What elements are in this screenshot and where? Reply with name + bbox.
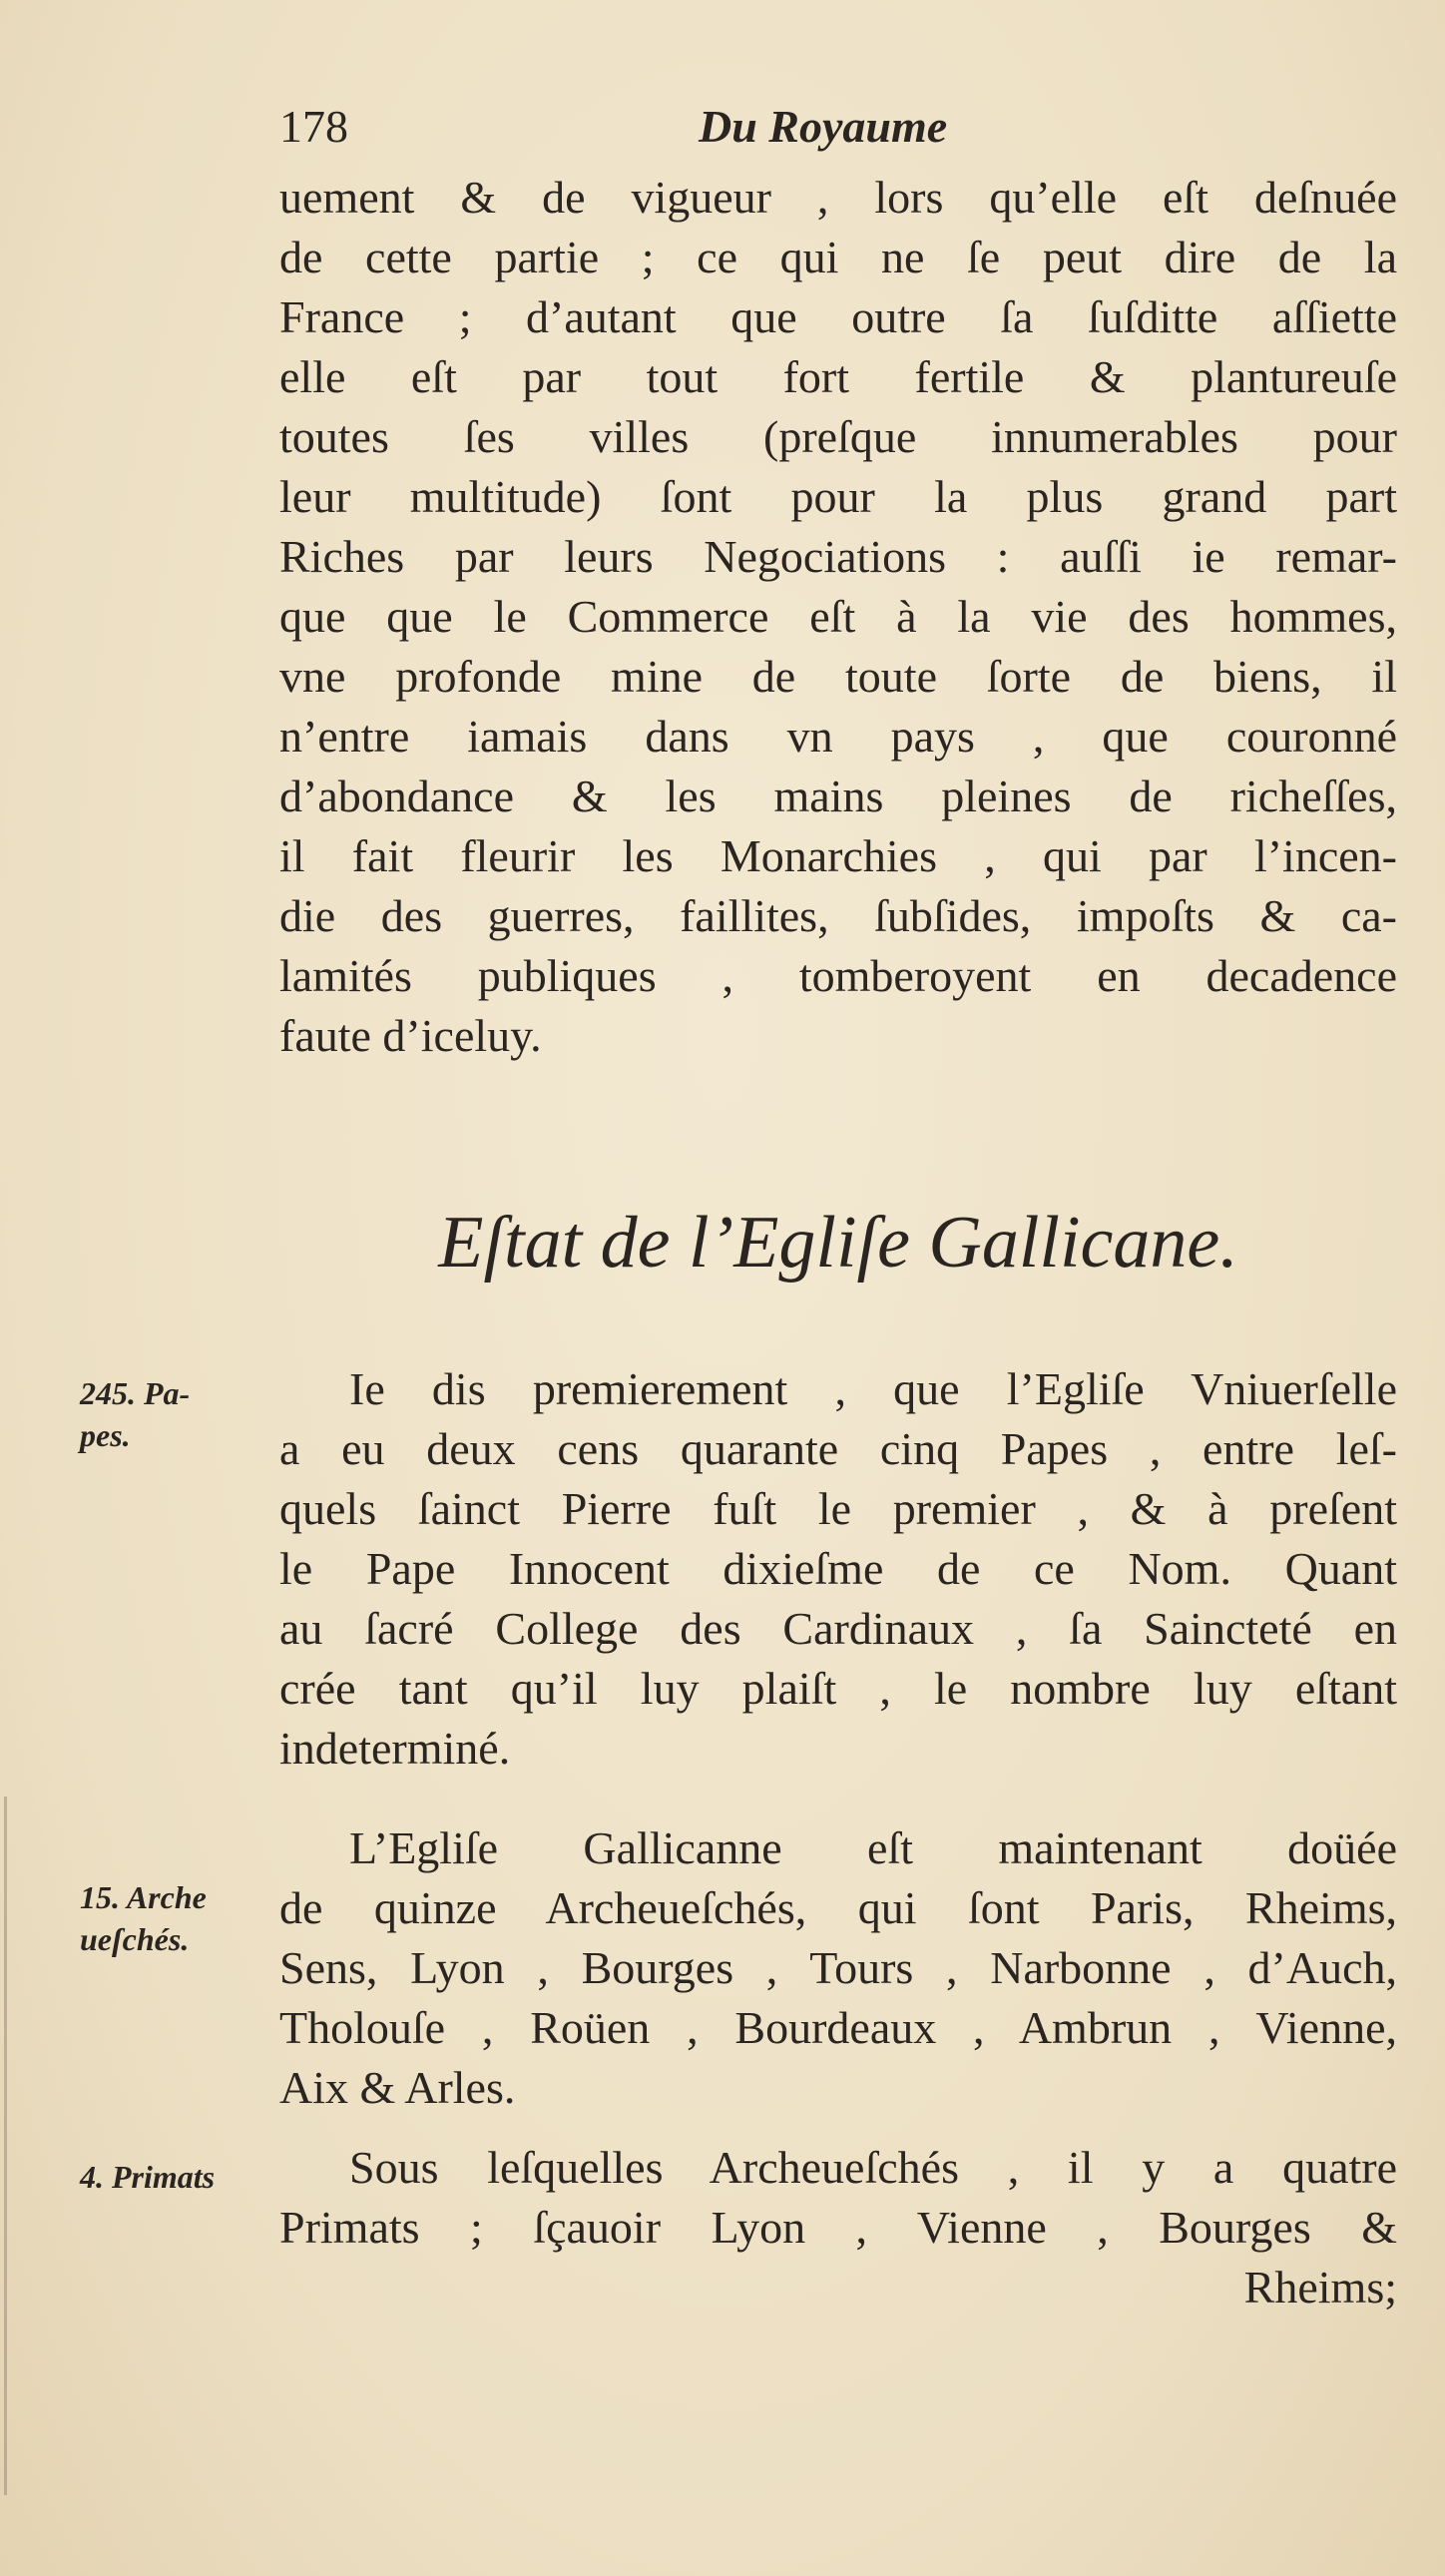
- marginal-note-archeveches: [80, 1876, 269, 1960]
- text-line: Ie dis premierement , que l’Egliſe Vniuerſelle: [349, 1363, 1397, 1414]
- running-head: [279, 100, 1285, 160]
- text-line: Sens, Lyon , Bourges , Tours , Narbonne , d’Auch,: [279, 1942, 1397, 1993]
- text-line: de cette partie ; ce qui ne ſe peut dire de la: [279, 232, 1397, 282]
- text-line: Tholouſe , Roüen , Bourdeaux , Ambrun , Vienne,: [279, 2002, 1397, 2053]
- running-head-title: Du Royaume: [699, 101, 948, 152]
- text-line: vne profonde mine de toute ſorte de biens, il: [279, 651, 1397, 702]
- text-line: il fait fleurir les Monarchies , qui par l’incen-: [279, 830, 1397, 881]
- text-line: leur multitude) ſont pour la plus grand part: [279, 471, 1397, 522]
- text-line: quels ſainct Pierre fuſt le premier , & à preſent: [279, 1483, 1397, 1534]
- marginal-note-papes: [80, 1372, 269, 1456]
- text-line: Aix & Arles.: [279, 2062, 516, 2113]
- text-line: de quinze Archeueſchés, qui ſont Paris, Rheims,: [279, 1882, 1397, 1933]
- text-line: L’Egliſe Gallicanne eſt maintenant doüée: [349, 1822, 1397, 1873]
- paragraph-primats: [279, 2138, 1397, 2318]
- text-line: France ; d’autant que outre ſa ſuſditte aſſiette: [279, 291, 1397, 342]
- text-line: Riches par leurs Negociations : auſſi ie remar-: [279, 531, 1397, 582]
- marginal-line: 15. Arche: [80, 1879, 207, 1915]
- text-line: Primats ; ſçauoir Lyon , Vienne , Bourges &: [279, 2202, 1397, 2253]
- marginal-line: 245. Pa-: [80, 1375, 191, 1411]
- page-number: 178: [279, 101, 348, 152]
- text-line: Sous leſquelles Archeueſchés , il y a quatre: [349, 2142, 1397, 2193]
- text-line: le Pape Innocent dixieſme de ce Nom. Quant: [279, 1543, 1397, 1594]
- marginal-note-primats: [80, 2156, 269, 2198]
- text-line: lamités publiques , tomberoyent en decadence: [279, 950, 1397, 1001]
- text-line: elle eſt par tout fort fertile & plantureuſe: [279, 351, 1397, 402]
- text-line: toutes ſes villes (preſque innumerables pour: [279, 411, 1397, 462]
- text-line: crée tant qu’il luy plaiſt , le nombre luy eſtant: [279, 1663, 1397, 1714]
- page-edge-shadow: [4, 1797, 7, 2495]
- text-line: indeterminé.: [279, 1723, 511, 1774]
- paragraph-commerce: [279, 168, 1397, 1066]
- marginal-line: 4. Primats: [80, 2159, 216, 2195]
- marginal-line: pes.: [80, 1417, 131, 1453]
- text-line: n’entre iamais dans vn pays , que couronné: [279, 711, 1397, 762]
- text-line: au ſacré College des Cardinaux , ſa Saincteté en: [279, 1603, 1397, 1654]
- text-line: uement & de vigueur , lors qu’elle eſt deſnuée: [279, 172, 1397, 223]
- text-line: die des guerres, faillites, ſubſides, impoſts & ca-: [279, 890, 1397, 941]
- text-line: que que le Commerce eſt à la vie des hommes,: [279, 591, 1397, 642]
- marginal-line: ueſchés.: [80, 1921, 190, 1957]
- paragraph-archeveches: [279, 1818, 1397, 2118]
- text-line: d’abondance & les mains pleines de richeſſes,: [279, 771, 1397, 821]
- text-line: faute d’iceluy.: [279, 1010, 542, 1061]
- text-line: a eu deux cens quarante cinq Papes , entre leſ-: [279, 1423, 1397, 1474]
- catchword: Rheims;: [1243, 2262, 1397, 2313]
- paragraph-papes: [279, 1359, 1397, 1779]
- section-heading: Eſtat de l’Egliſe Gallicane.: [438, 1202, 1238, 1284]
